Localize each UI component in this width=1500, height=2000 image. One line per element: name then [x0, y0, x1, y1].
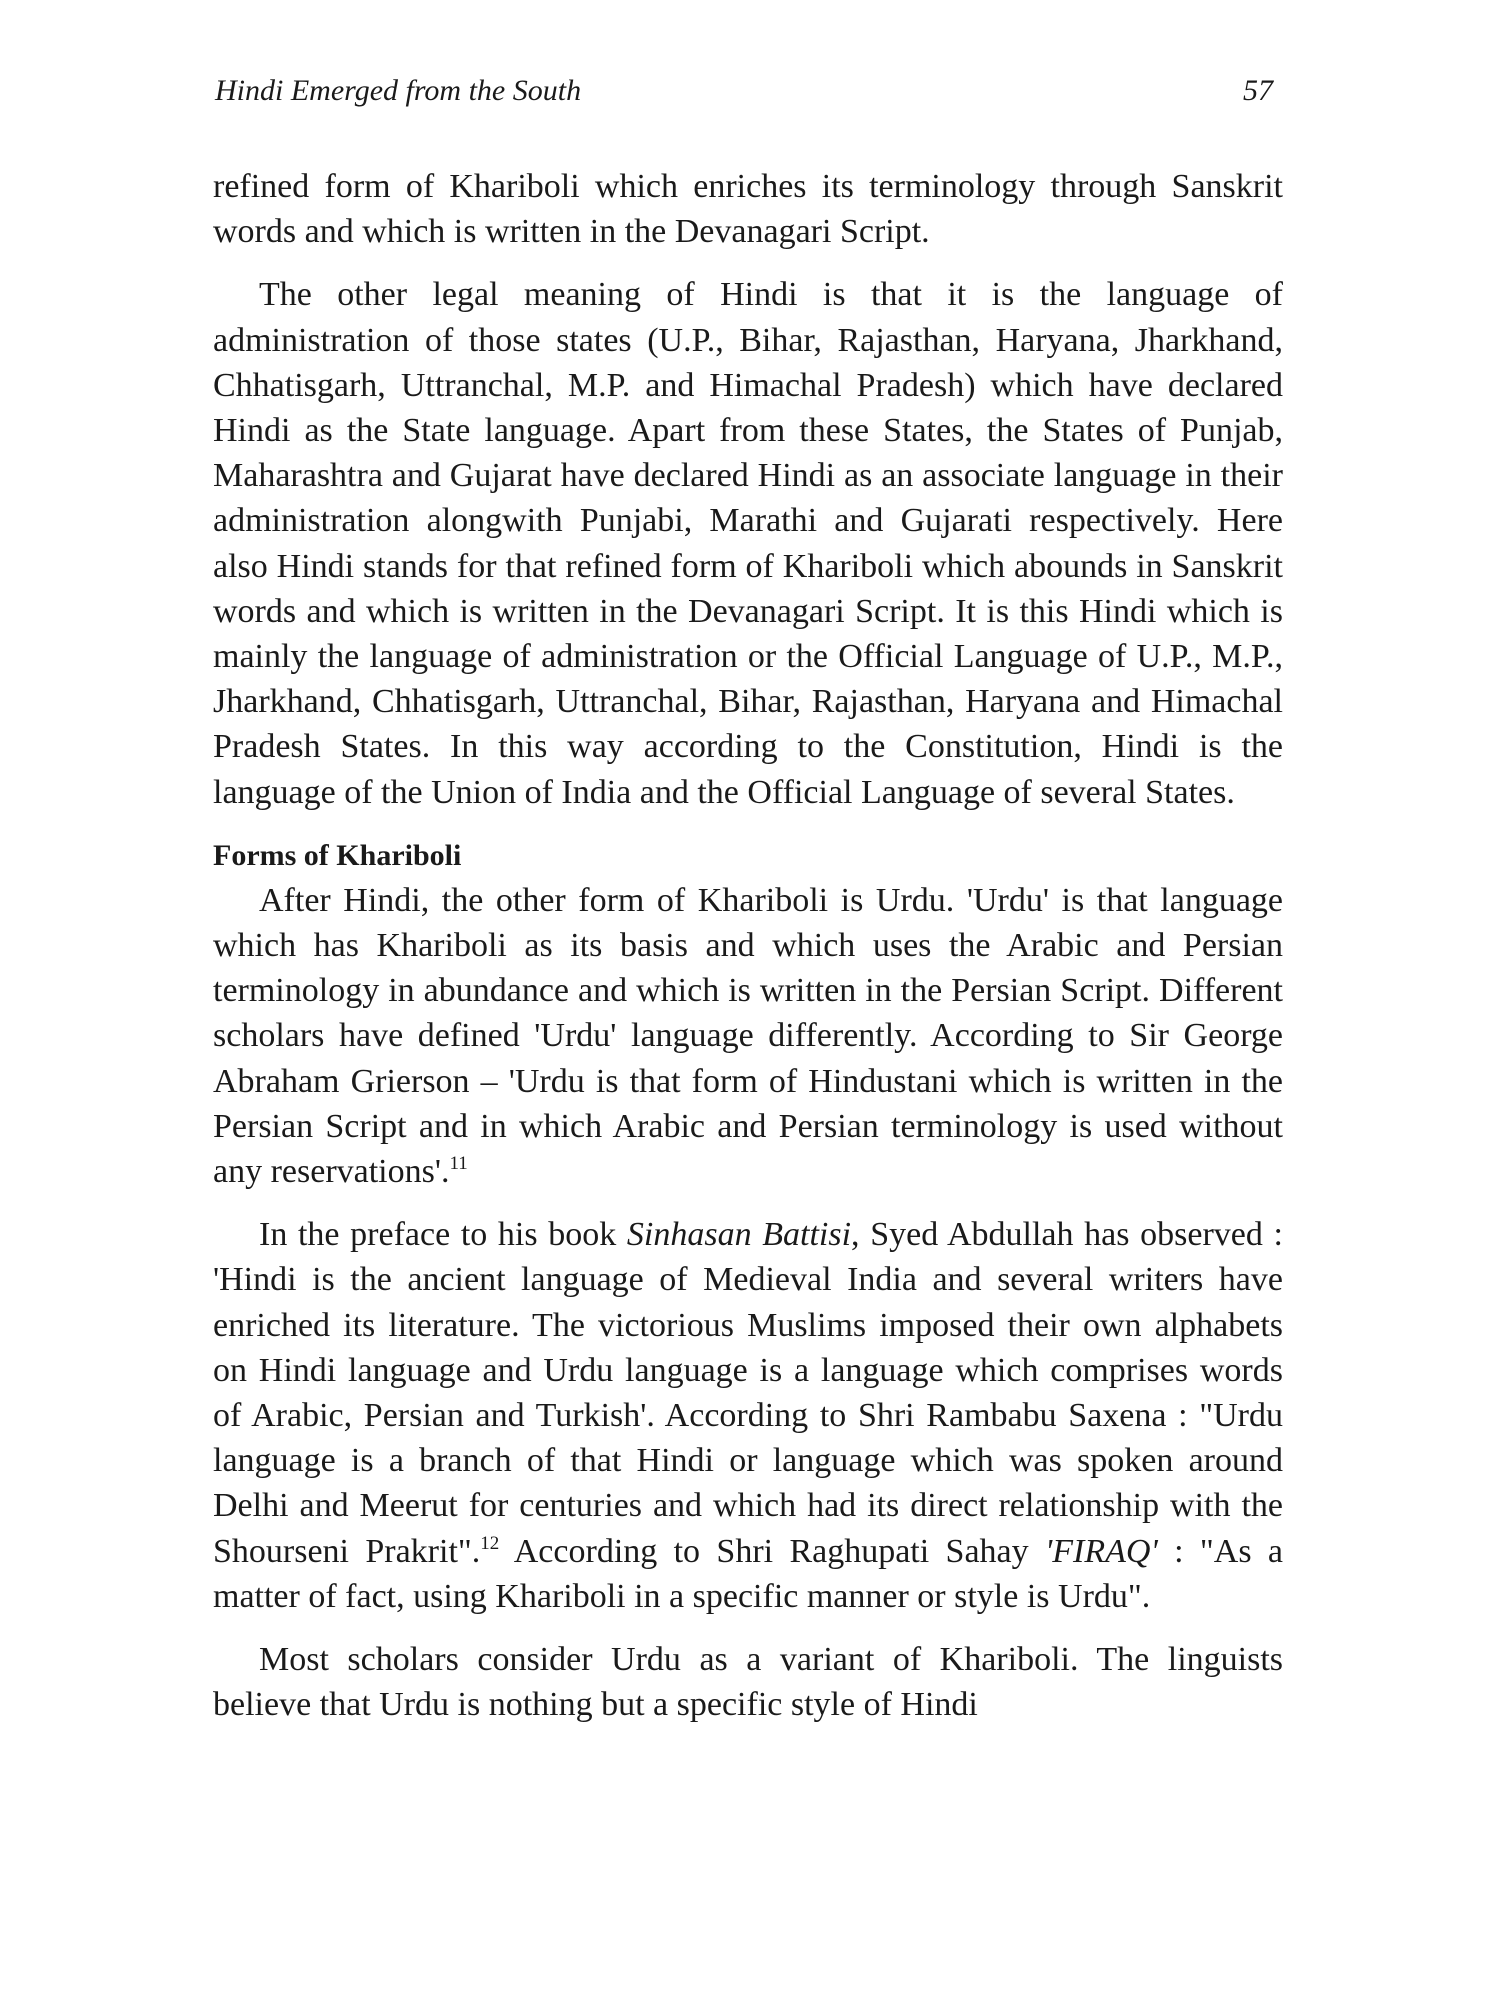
preface-text-4: : "As a matter of fact, using Khariboli in a specific manner or style is Urdu". — [213, 1532, 1283, 1615]
footnote-marker-11: 11 — [449, 1153, 468, 1175]
paragraph-variant: Most scholars consider Urdu as a variant of Khariboli. The linguists believe that Urdu is nothing but a specific style of Hindi — [213, 1641, 1283, 1724]
preface-text-1: In the preface to his book — [259, 1216, 627, 1254]
running-head — [215, 74, 1273, 118]
preface-text-3: According to Shri Raghupati Sahay — [499, 1532, 1045, 1570]
paragraph-gap — [213, 1619, 1283, 1637]
paragraph-gap — [213, 254, 1283, 272]
paragraph-urdu-definition — [213, 878, 1283, 1194]
pen-name: 'FIRAQ' — [1045, 1532, 1158, 1570]
paragraph-gap — [213, 1194, 1283, 1212]
section-heading: Forms of Khariboli — [213, 838, 462, 872]
book-title: Sinhasan Battisi — [626, 1216, 852, 1254]
preface-text-2: , Syed Abdullah has observed : 'Hindi is the ancient language of Medieval India and several writers have enriched its literature. The victorious Muslims imposed their own alphabets on Hindi language and Urdu language is a language which comprises words of Arabic, Persian and Turkish'. According to Shri Rambabu Saxena : "Urdu language is a branch of that Hindi or language which was spoken around Delhi and Meerut for centuries and which had its direct relationship with the Shourseni Prakrit". — [213, 1216, 1283, 1570]
paragraph-gap — [213, 815, 1283, 833]
footnote-marker-12: 12 — [480, 1532, 500, 1554]
paragraph-preface-quote — [213, 1212, 1283, 1619]
running-head-title: Hindi Emerged from the South — [215, 74, 582, 107]
paragraph-continuation: refined form of Khariboli which enriches its terminology through Sanskrit words and which is written in the Devanagari Script. — [213, 168, 1283, 251]
paragraph-urdu-definition-text: After Hindi, the other form of Khariboli is Urdu. 'Urdu' is that language which has Khariboli as its basis and which uses the Arabic and Persian terminology in abundance and which is written in the Persian Script. Different scholars have defined 'Urdu' language differently. According to Sir George Abraham Grierson – 'Urdu is that form of Hindustani which is written in the Persian Script and in which Arabic and Persian terminology is used without any reservations'. — [213, 881, 1283, 1191]
paragraph-legal-meaning: The other legal meaning of Hindi is that it is the language of administration of those states (U.P., Bihar, Rajasthan, Haryana, Jharkhand, Chhatisgarh, Uttranchal, M.P. and Himachal Pradesh) which have declared Hindi as the State language. Apart from these States, the States of Punjab, Maharashtra and Gujarat have declared Hindi as an associate language in their administration alongwith Punjabi, Marathi and Gujarati respectively. Here also Hindi stands for that refined form of Khariboli which abounds in Sanskrit words and which is written in the Devanagari Script. It is this Hindi which is mainly the language of administration or the Official Language of U.P., M.P., Jharkhand, Chhatisgarh, Uttranchal, Bihar, Rajasthan, Haryana and Himachal Pradesh States. In this way according to the Constitution, Hindi is the language of the Union of India and the Official Language of several States. — [213, 276, 1283, 811]
body-text — [213, 164, 1283, 1728]
page-number: 57 — [1243, 74, 1273, 107]
